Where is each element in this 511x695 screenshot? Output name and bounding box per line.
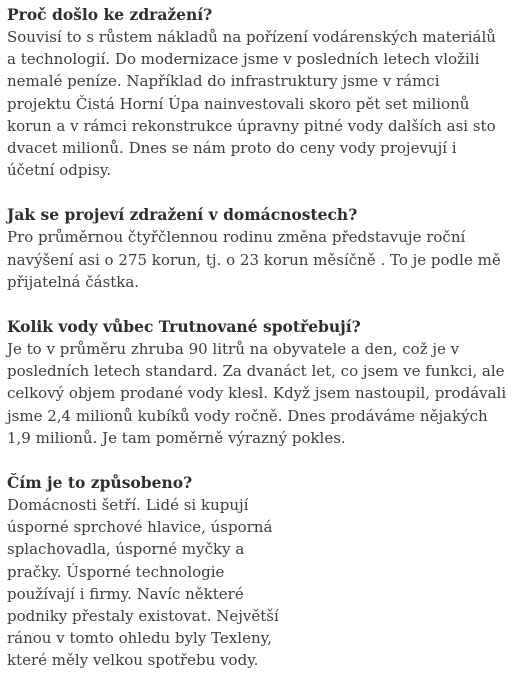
answer-paragraph: Souvisí to s růstem nákladů na pořízení vodárenských materiálů a technologií. Do modernizace jsme v posledních letech vložili nemalé peníze. Například do infrastruktury jsme v rámci projektu Čistá Horní Úpa nainvestovali skoro pět set milionů korun a v rámci rekonstrukce úpravny pitné vody dalších asi sto dvacet milionů. Dnes se nám proto do ceny vody projevují i účetní odpisy. (7, 28, 496, 180)
answer-paragraph: Pro průměrnou čtyřčlennou rodinu změna představuje roční navýšení asi o 275 korun, tj. o 23 korun měsíčně . To je podle mě přijatelná částka. (7, 228, 501, 291)
question-heading: Jak se projeví zdražení v domácnostech? (7, 205, 358, 225)
question-heading: Kolik vody vůbec Trutnované spotřebují? (7, 317, 361, 337)
answer-paragraph: Je to v průměru zhruba 90 litrů na obyvatele a den, což je v posledních letech standard. Za dvanáct let, co jsem ve funkci, ale celkový objem prodané vody klesl. Když jsem nastoupil, prodávali jsme 2,4 milionů kubíků vody ročně. Dnes prodáváme nějakých 1,9 milionů. Je tam poměrně výrazný pokles. (7, 340, 507, 447)
qa-section-price-increase (7, 4, 507, 181)
interview-article (7, 4, 507, 695)
question-heading: Proč došlo ke zdražení? (7, 5, 213, 24)
qa-section-household-impact (7, 204, 507, 293)
qa-section-cause (7, 472, 507, 672)
qa-section-water-consumption (7, 316, 507, 449)
question-heading: Čím je to způsobeno? (7, 473, 193, 493)
answer-paragraph: Domácnosti šetří. Lidé si kupují úsporné sprchové hlavice, úsporná splachovadla, úsporné myčky a pračky. Úsporné technologie používají i firmy. Navíc některé podniky přestaly existovat. Největší ránou v tomto ohledu byly Texleny, které měly velkou spotřebu vody. (7, 496, 279, 670)
